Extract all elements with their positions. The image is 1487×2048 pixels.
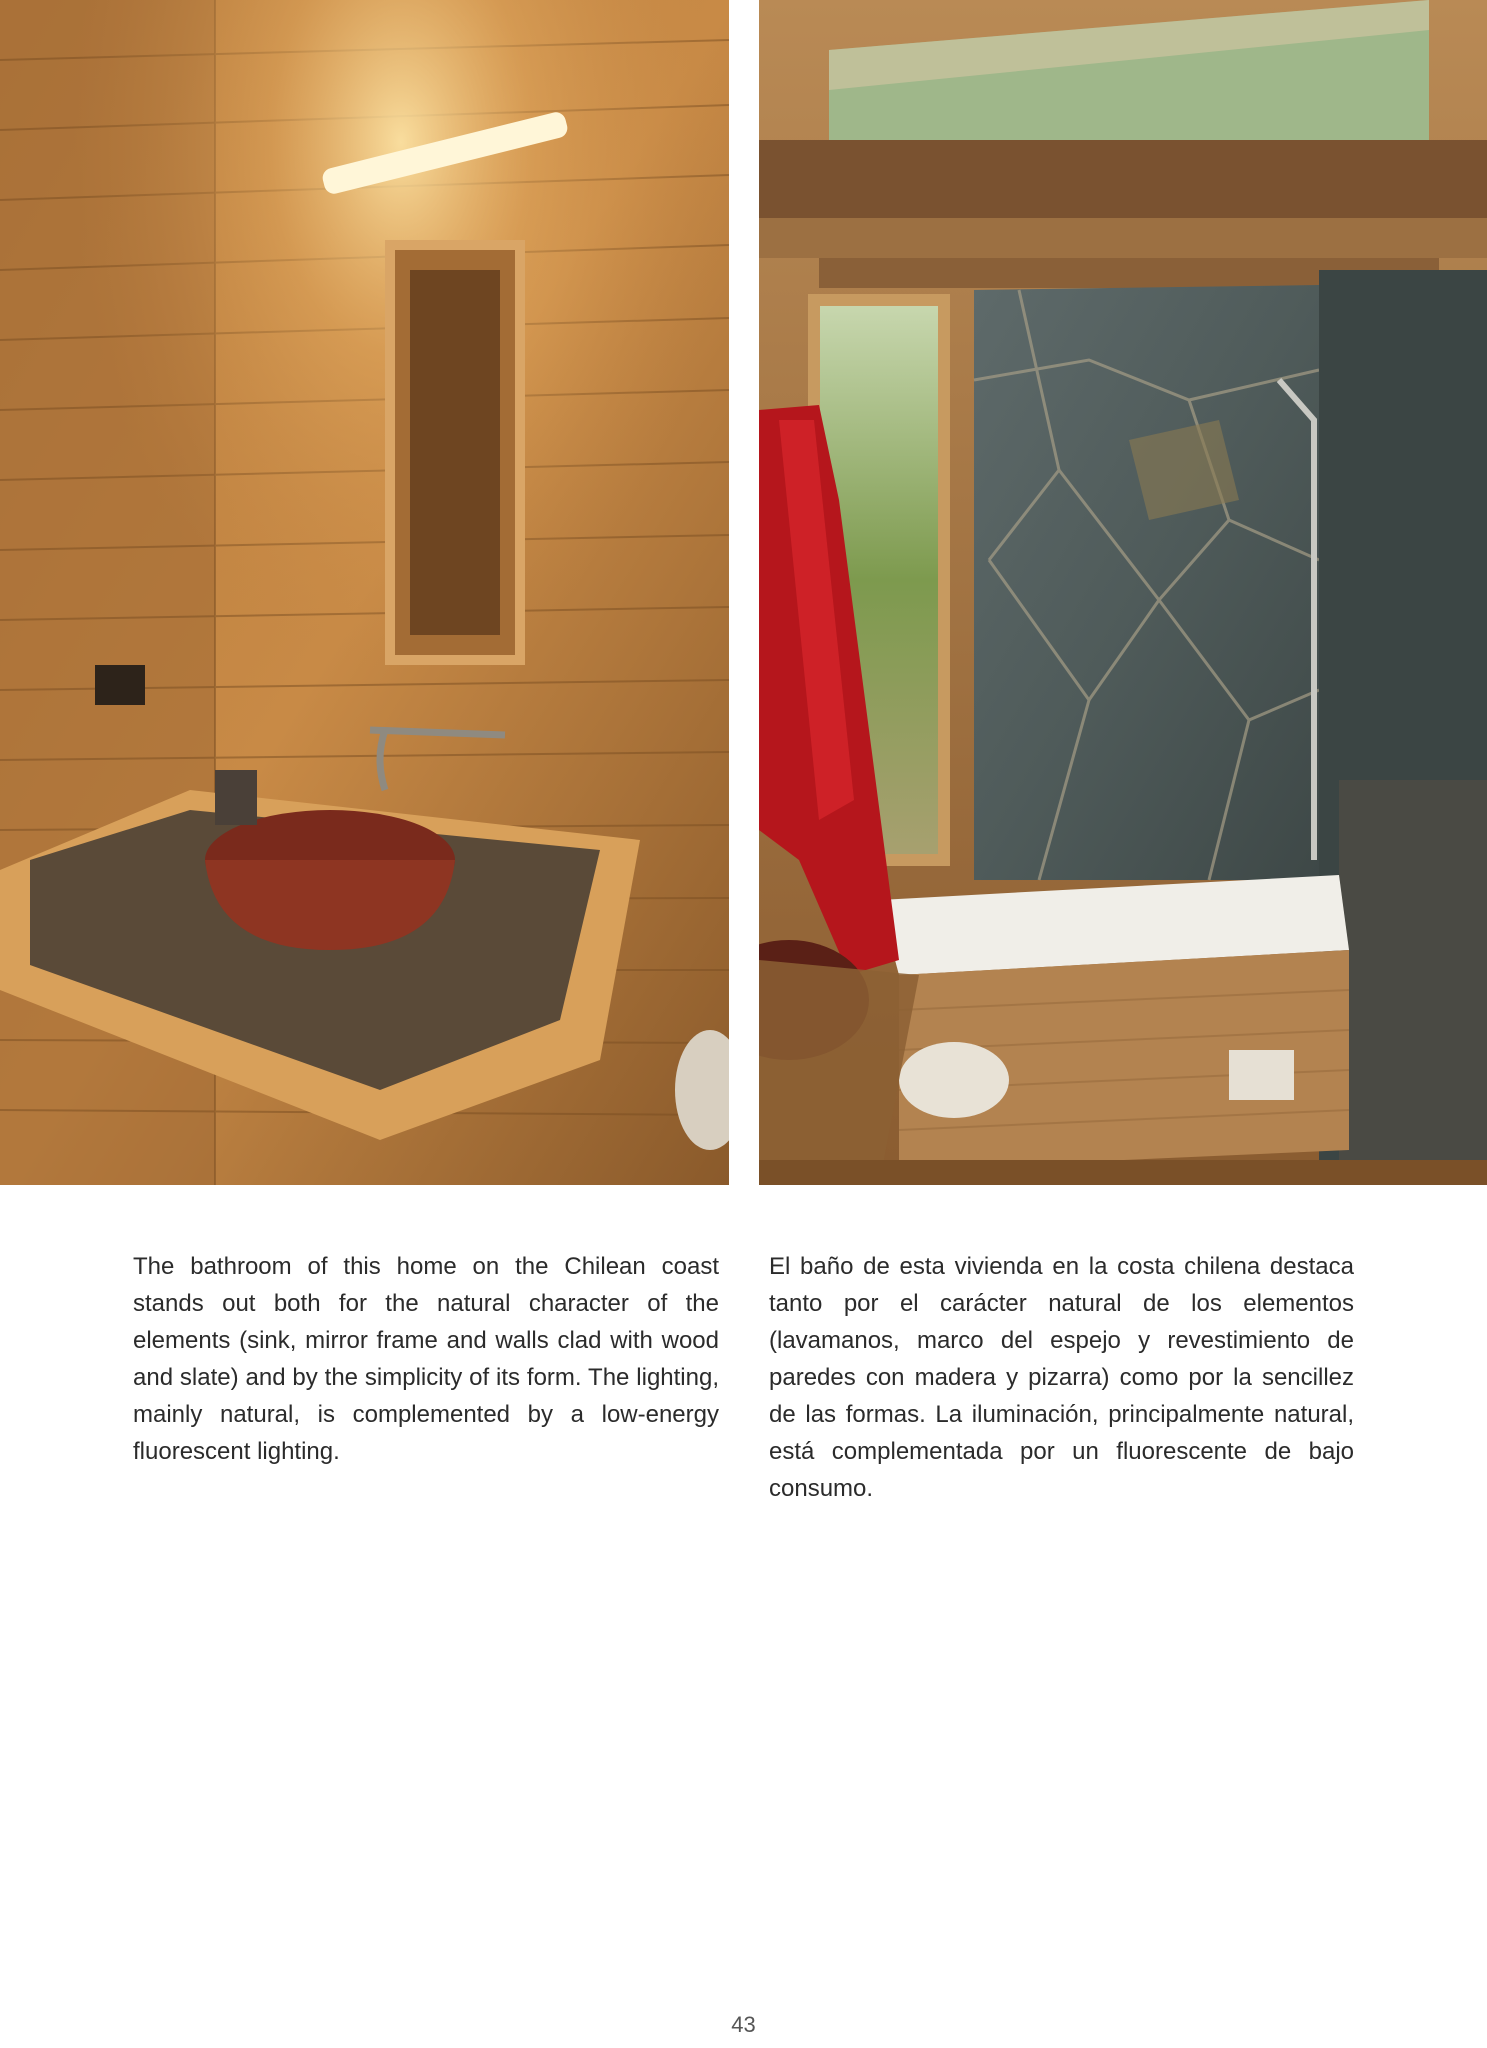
page-number: 43 bbox=[731, 2012, 756, 2037]
caption-english: The bathroom of this home on the Chilean coast stands out both for the natural character of the elements (sink, mirror frame and walls clad with wood and slate) and by the simplicity of its form. The lighting, mainly natural, is complemented by a low-energy fluorescent lighting. bbox=[133, 1253, 719, 1465]
caption-spanish: El baño de esta vivienda en la costa chilena destaca tanto por el carácter natural de los elementos (lavamanos, marco del espejo y revestimiento de paredes con madera y pizarra) como por la sencillez de las formas. La iluminación, principalmente natural, está complementada por un fluorescente de bajo consumo. bbox=[769, 1253, 1354, 1502]
photo-bathroom-bathtub bbox=[759, 0, 1487, 1185]
bathroom-bathtub-photo bbox=[759, 0, 1487, 1185]
bathroom-sink-photo bbox=[0, 0, 729, 1185]
photo-bathroom-sink bbox=[0, 0, 729, 1185]
